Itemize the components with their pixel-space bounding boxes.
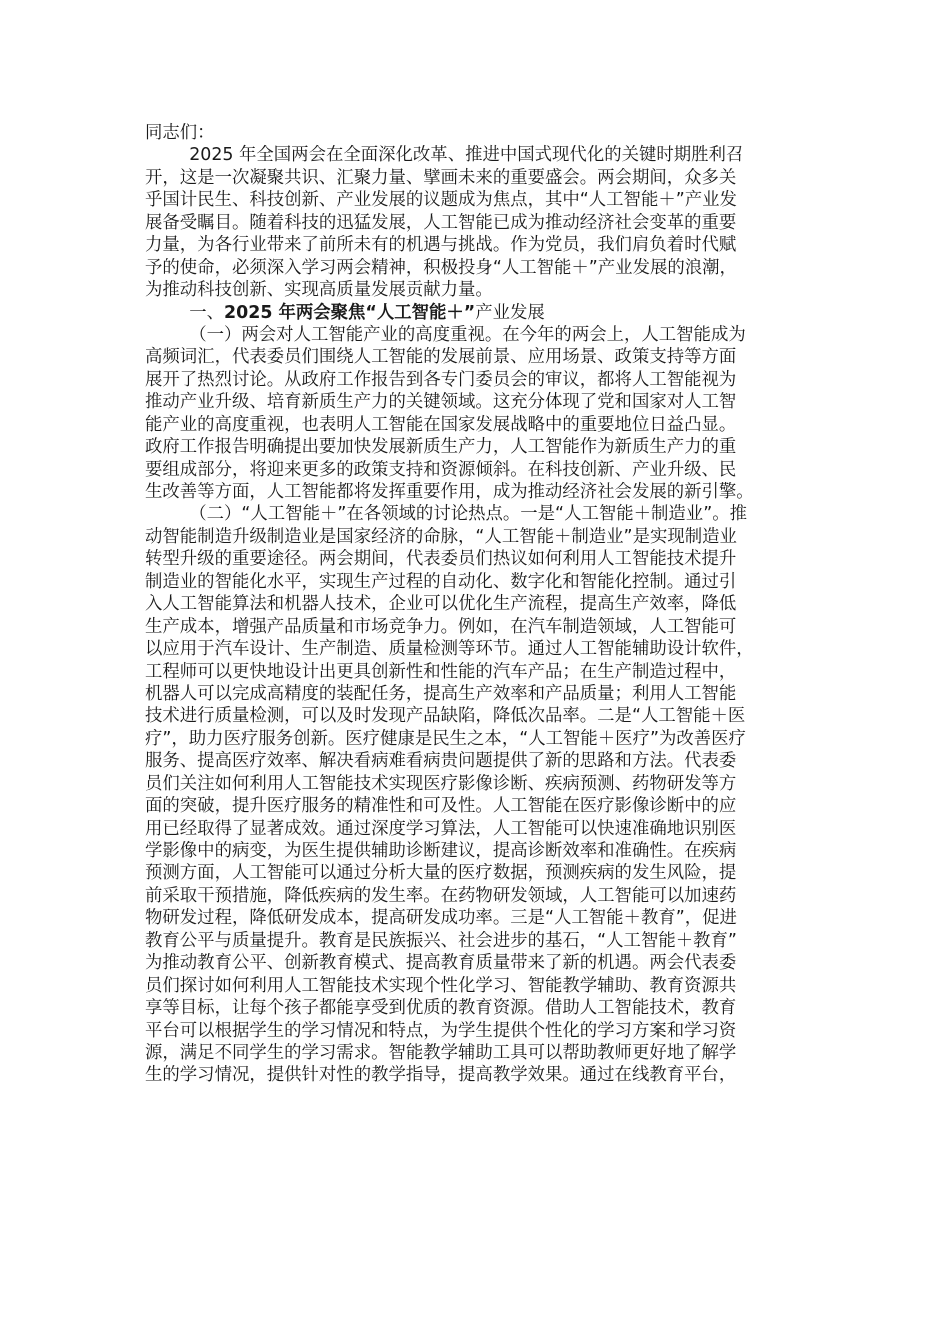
text-line: 展备受瞩目。随着科技的迅猛发展，人工智能已成为推动经济社会变革的重要 <box>145 212 737 233</box>
text-line: 预测方面，人工智能可以通过分析大量的医疗数据，预测疾病的发生风险，提 <box>145 863 737 884</box>
text-line: （二）“人工智能＋”在各领域的讨论热点。一是“人工智能＋制造业”。推 <box>145 504 747 525</box>
text-line: 为推动科技创新、实现高质量发展贡献力量。 <box>145 280 493 301</box>
text-line: 员们关注如何利用人工智能技术实现医疗影像诊断、疾病预测、药物研发等方 <box>145 773 737 794</box>
text-line: 以应用于汽车设计、生产制造、质量检测等环节。通过人工智能辅助设计软件， <box>145 639 754 660</box>
text-line: 享等目标，让每个孩子都能享受到优质的教育资源。借助人工智能技术，教育 <box>145 998 737 1019</box>
text-line: 动智能制造升级制造业是国家经济的命脉，“人工智能＋制造业”是实现制造业 <box>145 526 737 547</box>
text-line: 用已经取得了显著成效。通过深度学习算法，人工智能可以快速准确地识别医 <box>145 818 737 839</box>
document-body <box>145 122 805 1087</box>
text-line: 予的使命，必须深入学习两会精神，积极投身“人工智能＋”产业发展的浪潮， <box>145 257 737 278</box>
text-line: 能产业的高度重视，也表明人工智能在国家发展战略中的重要地位日益凸显。 <box>145 414 737 435</box>
text-line: 展开了热烈讨论。从政府工作报告到各专门委员会的审议，都将人工智能视为 <box>145 369 737 390</box>
text-line: 要组成部分，将迎来更多的政策支持和资源倾斜。在科技创新、产业升级、民 <box>145 459 737 480</box>
text-line: 源，满足不同学生的学习需求。智能教学辅助工具可以帮助教师更好地了解学 <box>145 1042 737 1063</box>
text-line: 乎国计民生、科技创新、产业发展的议题成为焦点，其中“人工智能＋”产业发 <box>145 190 737 211</box>
text-line: 推动产业升级、培育新质生产力的关键领域。这充分体现了党和国家对人工智 <box>145 392 737 413</box>
text-line: （一）两会对人工智能产业的高度重视。在今年的两会上，人工智能成为 <box>145 324 746 345</box>
text-line: 为推动教育公平、创新教育模式、提高教育质量带来了新的机遇。两会代表委 <box>145 953 737 974</box>
text-line: 制造业的智能化水平，实现生产过程的自动化、数字化和智能化控制。通过引 <box>145 571 737 592</box>
text-line: 生改善等方面，人工智能都将发挥重要作用，成为推动经济社会发展的新引擎。 <box>145 482 754 502</box>
text-line: 物研发过程，降低研发成本，提高研发成功率。三是“人工智能＋教育”，促进 <box>145 908 737 929</box>
text-line: 机器人可以完成高精度的装配任务，提高生产效率和产品质量；利用人工智能 <box>145 683 737 704</box>
text-line: 入人工智能算法和机器人技术，企业可以优化生产流程，提高生产效率，降低 <box>145 594 737 615</box>
text-line: 教育公平与质量提升。教育是民族振兴、社会进步的基石，“人工智能＋教育” <box>145 930 737 951</box>
text-line: 同志们： <box>145 123 215 143</box>
text-line: 员们探讨如何利用人工智能技术实现个性化学习、智能教学辅助、教育资源共 <box>145 975 737 996</box>
text-line: 疗”，助力医疗服务创新。医疗健康是民生之本，“人工智能＋医疗”为改善医疗 <box>145 728 746 749</box>
text-line: 学影像中的病变，为医生提供辅助诊断建议，提高诊断效率和准确性。在疾病 <box>145 841 737 861</box>
text-line: 政府工作报告明确提出要加快发展新质生产力，人工智能作为新质生产力的重 <box>145 437 737 458</box>
text-line: 开，这是一次凝聚共识、汇聚力量、擘画未来的重要盛会。两会期间，众多关 <box>145 167 737 188</box>
heading-bold-text: 2025 年两会聚焦“人工智能＋” <box>224 302 476 323</box>
text-line: 生产成本，增强产品质量和市场竞争力。例如，在汽车制造领域，人工智能可 <box>145 616 737 637</box>
text-line: 力量，为各行业带来了前所未有的机遇与挑战。作为党员，我们肩负着时代赋 <box>145 235 737 256</box>
text-line: 面的突破，提升医疗服务的精准性和可及性。人工智能在医疗影像诊断中的应 <box>145 796 737 817</box>
text-line: 技术进行质量检测，可以及时发现产品缺陷，降低次品率。二是“人工智能＋医 <box>145 706 746 727</box>
text-line: 服务、提高医疗效率、解决看病难看病贵问题提供了新的思路和方法。代表委 <box>145 751 737 772</box>
text-line: 一、2025 年两会聚焦“人工智能＋”产业发展 <box>145 302 545 323</box>
text-line: 生的学习情况，提供针对性的教学指导，提高教学效果。通过在线教育平台， <box>145 1065 737 1086</box>
text-line: 2025 年全国两会在全面深化改革、推进中国式现代化的关键时期胜利召 <box>145 145 744 166</box>
text-line: 转型升级的重要途径。两会期间，代表委员们热议如何利用人工智能技术提升 <box>145 549 737 570</box>
text-line: 工程师可以更快地设计出更具创新性和性能的汽车产品；在生产制造过程中， <box>145 661 737 682</box>
text-line: 前采取干预措施，降低疾病的发生率。在药物研发领域，人工智能可以加速药 <box>145 885 737 906</box>
text-line: 高频词汇，代表委员们围绕人工智能的发展前景、应用场景、政策支持等方面 <box>145 347 737 368</box>
text-line: 平台可以根据学生的学习情况和特点，为学生提供个性化的学习方案和学习资 <box>145 1020 737 1041</box>
